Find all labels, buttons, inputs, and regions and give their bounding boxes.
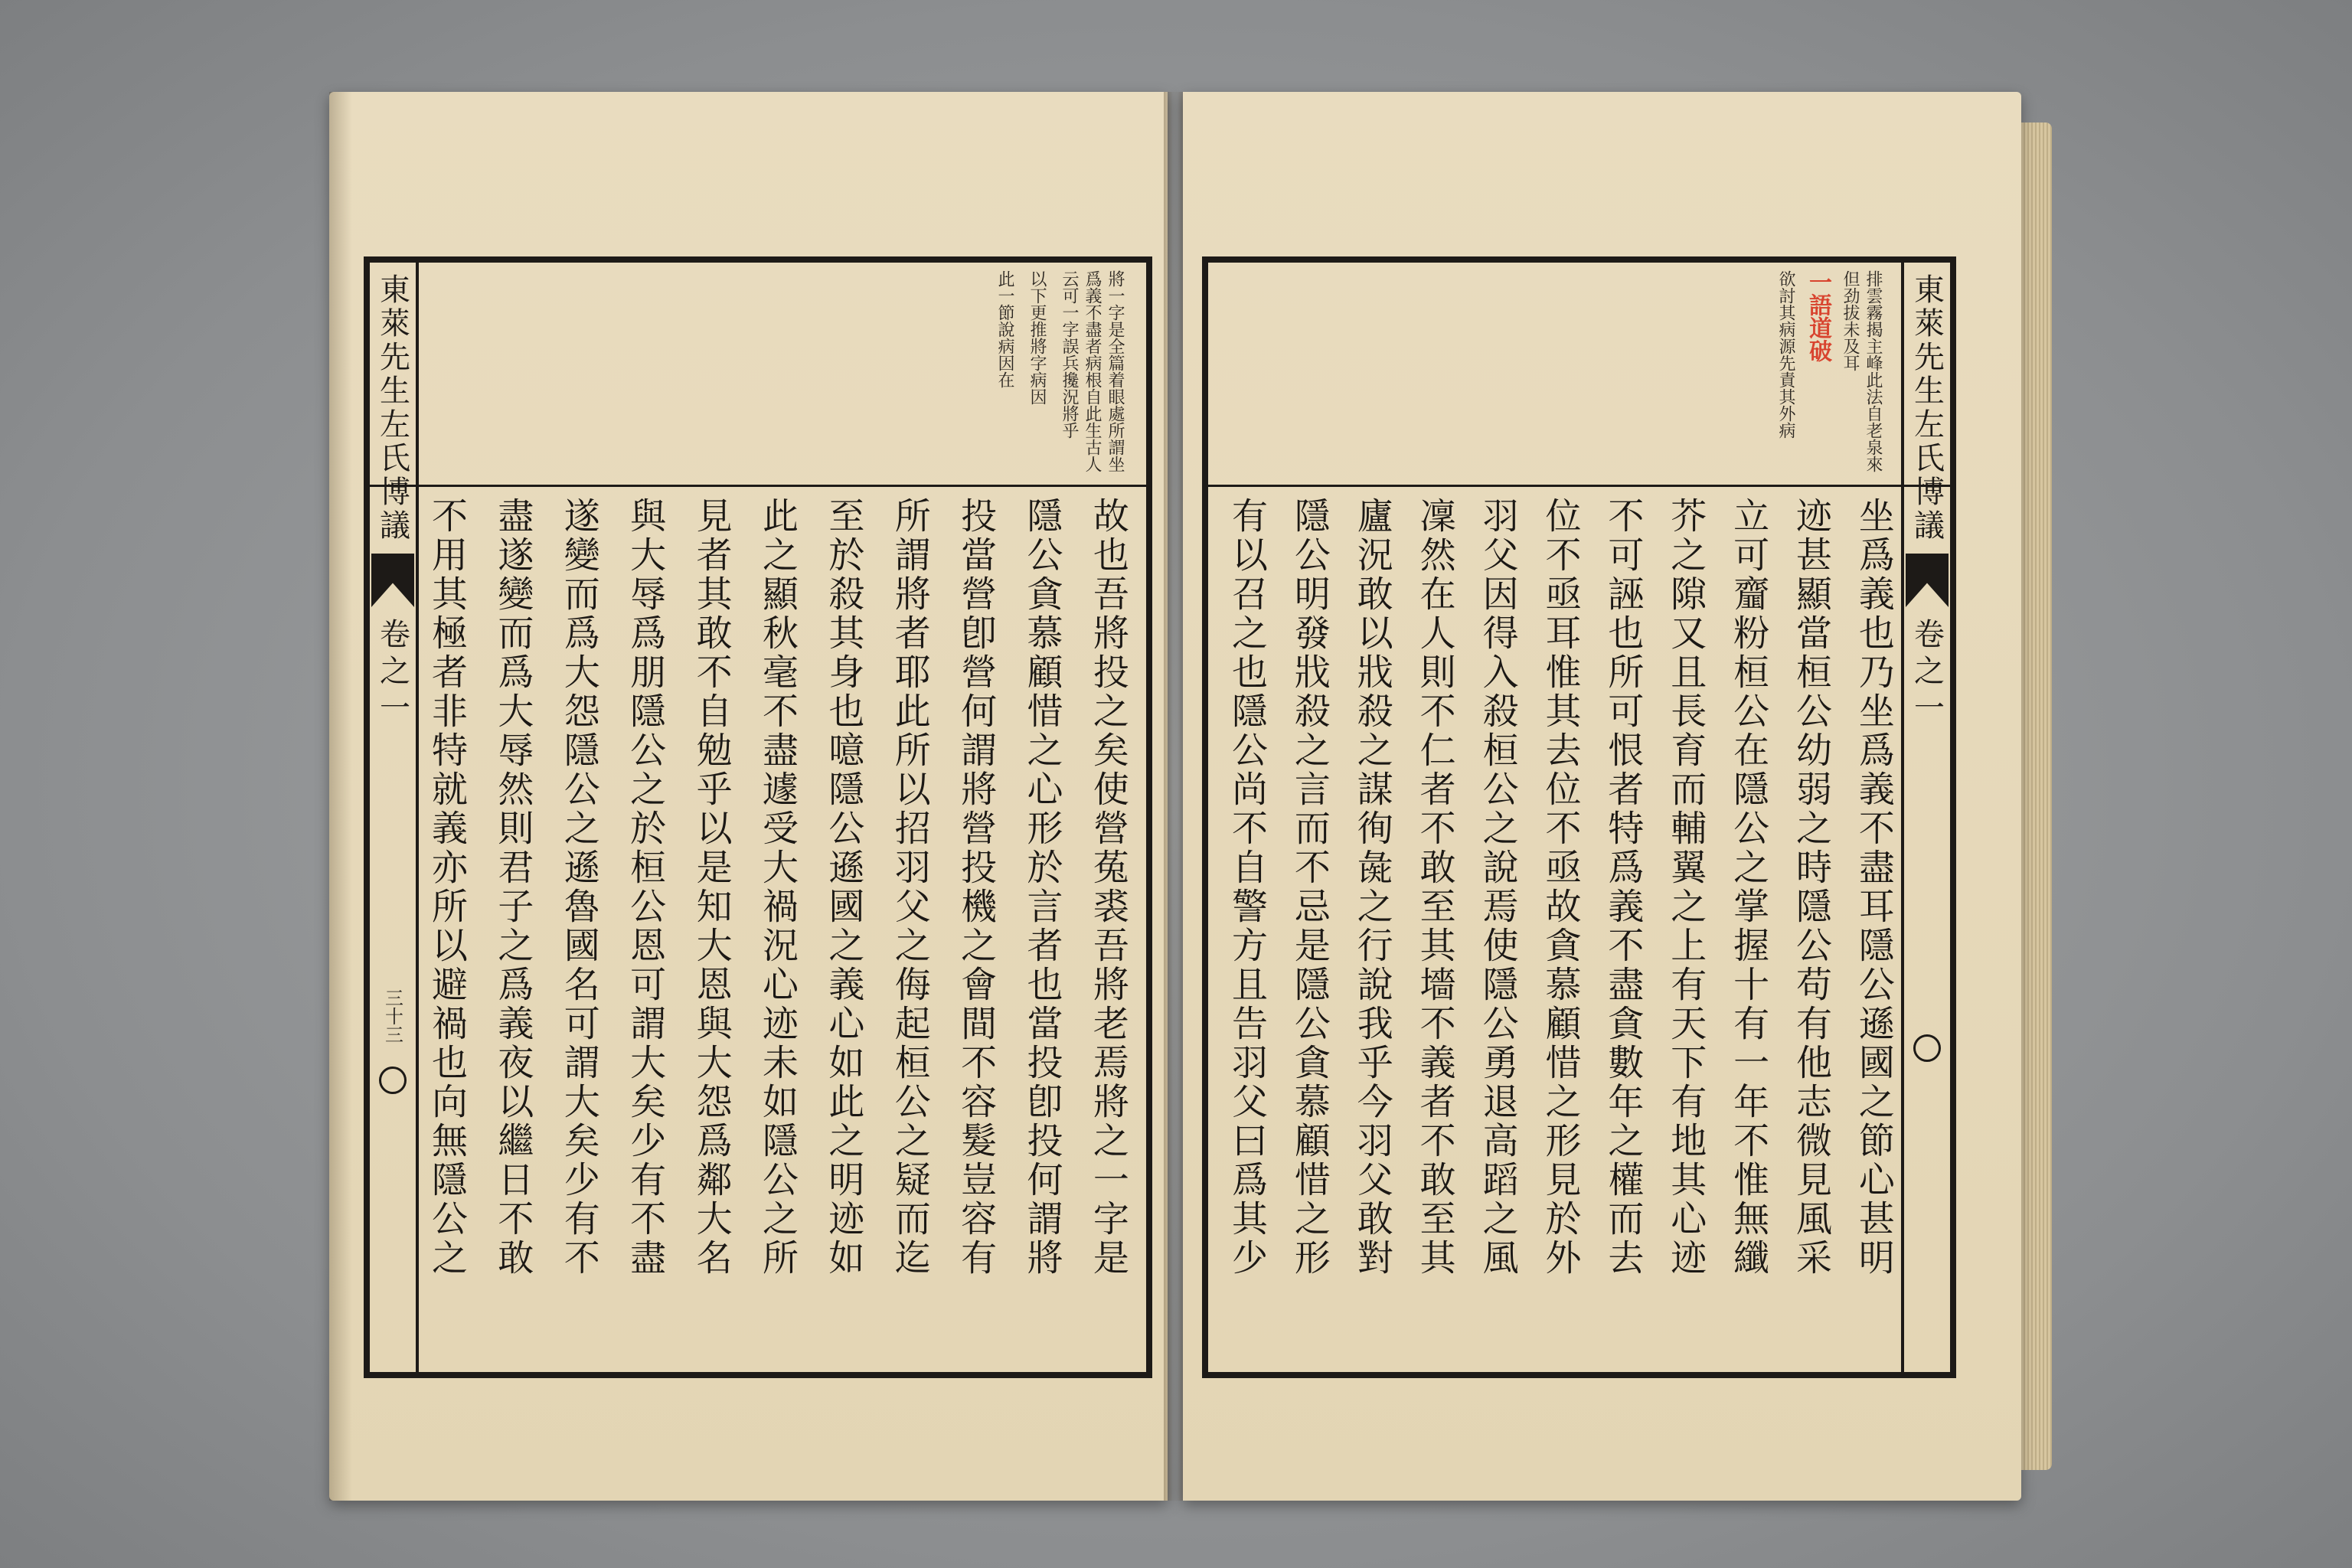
text-column: 盡遂變而爲大辱然則君子之爲義夜以繼日不敢 bbox=[492, 497, 534, 1278]
text-column: 隱公明發戕殺之言而不忌是隱公貪慕顧惜之形 bbox=[1288, 497, 1331, 1278]
text-column: 此之顯秋毫不盡遽受大禍況心迹未如隱公之所 bbox=[756, 497, 799, 1278]
volume-label: 卷之一 bbox=[374, 618, 410, 728]
right-head-notes-band bbox=[1208, 263, 1950, 487]
text-column: 坐爲義也乃坐爲義不盡耳隱公遜國之節心甚明 bbox=[1852, 497, 1895, 1278]
text-column: 迹甚顯當桓公幼弱之時隱公苟有他志微見風采 bbox=[1790, 497, 1833, 1278]
right-page bbox=[1183, 92, 2021, 1501]
red-annotation: 一語道破 bbox=[1805, 270, 1831, 362]
margin-note: 將一字是全篇着眼處所謂坐爲義不盡者病根自此生古人云可一字誤兵攙況將乎 bbox=[1060, 270, 1125, 472]
open-book bbox=[329, 92, 2044, 1501]
left-text-columns bbox=[423, 485, 1131, 1372]
fold-circle-mark bbox=[379, 1067, 407, 1094]
left-print-frame bbox=[364, 256, 1152, 1378]
folio-number: 三十三 bbox=[381, 988, 403, 1044]
left-head-notes-band bbox=[370, 263, 1146, 487]
text-column: 見者其敢不自勉乎以是知大恩與大怨爲鄰大名 bbox=[690, 497, 733, 1278]
fishtail-mark bbox=[1906, 554, 1949, 607]
margin-note: 欲討其病源先責其外病 bbox=[1776, 270, 1795, 439]
text-column: 芥之隙又且長育而輔翼之上有天下有地其心迹 bbox=[1664, 497, 1707, 1278]
text-column: 故也吾將投之矣使營菟裘吾將老焉將之一字是 bbox=[1086, 497, 1129, 1278]
text-column: 位不亟耳惟其去位不亟故貪慕顧惜之形見於外 bbox=[1539, 497, 1582, 1278]
fishtail-mark bbox=[371, 554, 414, 607]
text-column: 廬況敢以戕殺之謀徇彘之行說我乎今羽父敢對 bbox=[1351, 497, 1393, 1278]
text-column: 至於殺其身也噫隱公遜國之義心如此之明迹如 bbox=[822, 497, 865, 1278]
margin-note: 以下更推將字病因 bbox=[1027, 270, 1047, 405]
right-text-columns bbox=[1223, 485, 1896, 1372]
text-column: 立可齏粉桓公在隱公之掌握十有一年不惟無纖 bbox=[1727, 497, 1770, 1278]
text-column: 與大辱爲朋隱公之於桓公恩可謂大矣少有不盡 bbox=[624, 497, 667, 1278]
text-column: 凜然在人則不仁者不敢至其墻不義者不敢至其 bbox=[1413, 497, 1456, 1278]
left-margin-notes bbox=[431, 263, 1131, 481]
left-page bbox=[329, 92, 1168, 1501]
right-print-frame bbox=[1202, 256, 1956, 1378]
text-column: 隱公貪慕顧惜之心形於言者也當投卽投何謂將 bbox=[1021, 497, 1063, 1278]
text-column: 不用其極者非特就義亦所以避禍也向無隱公之 bbox=[426, 497, 468, 1278]
text-column: 所謂將者耶此所以招羽父之侮起桓公之疑而迄 bbox=[888, 497, 931, 1278]
fold-circle-mark bbox=[1913, 1034, 1941, 1062]
margin-note: 排雲霧揭主峰此法自老泉來但劲拔未及耳 bbox=[1841, 270, 1883, 472]
margin-note: 此一節說病因在 bbox=[995, 270, 1014, 388]
page-shadow bbox=[329, 92, 352, 1501]
page-edges bbox=[2021, 122, 2052, 1470]
text-column: 投當營卽營何謂將營投機之會間不容髮豈容有 bbox=[955, 497, 998, 1278]
spine-title: 東萊先生左氏博議 bbox=[374, 273, 410, 543]
spine-title: 東萊先生左氏博議 bbox=[1909, 273, 1945, 543]
text-column: 有以召之也隱公尚不自警方且告羽父曰爲其少 bbox=[1226, 497, 1268, 1278]
text-column: 不可誣也所可恨者特爲義不盡貪數年之權而去 bbox=[1602, 497, 1645, 1278]
text-column: 羽父因得入殺桓公之說焉使隱公勇退高蹈之風 bbox=[1476, 497, 1519, 1278]
text-column: 遂變而爲大怨隱公之遜魯國名可謂大矣少有不 bbox=[557, 497, 600, 1278]
right-margin-notes bbox=[1223, 263, 1889, 481]
volume-label: 卷之一 bbox=[1909, 618, 1945, 728]
